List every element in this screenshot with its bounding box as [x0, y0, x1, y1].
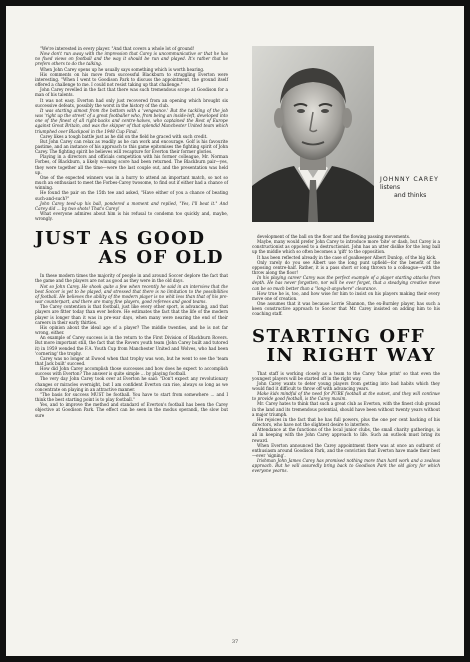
heading-line-1: STARTING OFF [252, 325, 426, 347]
body-paragraph: His opinion about the ideal age of a player? The middle twenties, and he is not far wrong, either. [35, 324, 228, 336]
body-paragraph: It was not easy. Everton had only just recovered from an opening which brought six successive defeats, possibly the worst in the history of the club. [35, 97, 228, 108]
right-column [252, 234, 440, 474]
right-top-paragraphs [252, 234, 440, 317]
body-paragraph: The very day John Carey took over at Everton he said: "Don't expect any revolutionary changes or miracles overnight, but I am confident Everton can rise, always so long as we concentrate on playing in an attractive manner. [35, 376, 228, 392]
body-paragraph: He found the pair on the 15th tee and asked, "Have either of you a chance of beating such-and-such?" [35, 190, 228, 201]
body-paragraph: One assumes that it was because Lorrie Shannon, the ex-Burnley player, has such a keen constructive approach to Soccer that Mr. Carey insisted on adding him to his coaching staff. [252, 301, 440, 317]
body-paragraph: In his playing career Carey was the perfect example of a player starting attacks from depth. He has never forgotten, nor will he ever forget, that a steadying creative move can be so much better than a "long-it-anywhere" clearance. [252, 275, 440, 291]
body-paragraph: "We're interested in every player. "And that covers a whole lot of ground! [40, 46, 195, 51]
body-paragraph: "The basis for success MUST be football. You have to start from somewhere ... and I think the best starting point is to play football." [35, 391, 228, 403]
body-paragraph: development of the ball on the floor and the flowing passing movements. [257, 234, 411, 239]
body-paragraph: Only rarely do you see Albert use the long punt upfield—for the benefit of the opposing centre-half. Rather, it is a pass short or long thrown to a colleague—with the throw along the floor! [252, 259, 440, 276]
body-paragraph: That staff is working closely as a team to the Carey 'blue print' so that even the youngest players will be started off in the right way. [252, 370, 440, 381]
body-paragraph: How true he is, too, and how wise for him to insist on his players making their every move one of creation. [252, 290, 440, 301]
body-paragraph: John Carey teed-up his ball, pondered a moment and replied, "Yes, I'll beat it." And Carey did ... by two shots! That's Carey! [35, 200, 228, 211]
body-paragraph: How did John Carey accomplish those successes and how does he expect to accomplish success with Everton? The answer is quite simple ... by playing football. [35, 366, 228, 377]
body-paragraph: Playing in a directors and officials competition with his former colleague, Mr. Norman Forbes, of Blackburn, a likely winning score had been returned. The Blackburn pair—yes, they were together all the time—were the last couple out, and the presentation was held up. [35, 154, 228, 175]
heading-line-2: IN RIGHT WAY [266, 344, 436, 366]
body-paragraph: It was starting almost from the bottom with a 'vengeance.' But the tackling of the job was 'right up the street' of a great footballer who, from being an inside-left, developed into one of the finest of all right-backs and centre-halves, who captained the Rest of Europe against Great Britain, and was the skipper of that splendid Manchester United team which triumphed over Blackpool in the 1948 Cup Final. [35, 107, 228, 134]
body-paragraph: It has been reflected already in the case of goalkeeper Albert Dunlop, of the big kick. [257, 254, 437, 260]
body-paragraph: Yes, and to improve the method and standard of Everton's football has been the Carey objective at Goodison Park. The effect can be seen in the modus operandi, the slow but sure [35, 402, 228, 418]
caption-action-2: and thinks [394, 192, 427, 199]
body-paragraph: Now don't run away with the impression that Carey is uncommunicative or that he has no fixed views on football and the way it should be run and played. It's rather that he prefers others to do the talking. [35, 51, 228, 67]
magazine-page [6, 6, 464, 656]
body-paragraph: When John Carey opens up he usually says something which is worth hearing. [40, 66, 205, 72]
body-paragraph: Irishman John James Carey has promised nothing more than hard work and a zealous approach. But he will assuredly bring back to Goodison Park the old glory for which everyone yearns. [252, 458, 440, 474]
body-paragraph: Maybe, many would prefer John Carey to introduce more 'bite' or dash, but Carey is a constructionist as opposed to a destructionist. John has an utter dislike for the long ball up the middle which so often becomes a 'gift' to the opposition. [252, 239, 440, 255]
portrait-photo [252, 46, 374, 222]
caption-name: JOHNNY CAREY [380, 176, 439, 183]
left-bottom-paragraphs [35, 273, 228, 417]
body-paragraph: Mr. Carey hates to think that such a great club as Everton, with the finest club ground in the land and its tremendous potential, should have been without twenty years without a major triumph. [252, 401, 440, 417]
body-paragraph: He rejoices in the fact that he has full powers, plus the one per cent backing of his directors, who have not the slightest desire to interfere. [252, 416, 440, 428]
portrait-block [252, 46, 440, 226]
body-paragraph: One of the expected winners was in a hurry to attend an important match, so not so much an enthusiast to meet the Forbes-Carey twosome, to find out if either had a chance of winning. [35, 174, 228, 191]
section-heading-starting-off [252, 327, 440, 365]
body-paragraph: An example of Carey success is in the return to the First Division of Blackburn Rovers. But more important still, the fact that the Rovers youth team (John Carey built and tutored it) in 1959 wended the F.A. Youth Cup from Manchester United and Wolves, who had been 'cornering' the trophy. [35, 335, 228, 356]
body-paragraph: The Carey contention is that football, just like every other sport, is advancing, and that players are fitter today than ever before. He estimates the fact that the life of the modern player is longer than it was in pre-war days, when many were nearing the end of their careers in their early thirties. [35, 304, 228, 325]
right-bottom-paragraphs [252, 371, 440, 474]
body-paragraph: When Everton announced the Carey appointment there was at once an outburst of enthusiasm around Goodison Park, and the conviction that Everton have made their best—ever 'signing'. [252, 442, 440, 458]
heading-line-1: JUST AS GOOD [35, 228, 206, 250]
body-paragraph: Carey was no longer at Ewood when that trophy was won, but he went to see the 'team that Jack built' succeed. [35, 355, 228, 366]
body-paragraph: But John Carey can relax as readily as he can work and encourage. Golf is his favourite pastime, and an instance of his approach to this game epitomises the fighting spirit of John Carey. The fighting spirit he believes will recapture for Everton their former glories. [35, 138, 228, 155]
body-paragraph: What everyone admires about him is his refusal to condemn too quickly and, maybe, wrongly. [35, 211, 228, 222]
heading-line-2: AS OF OLD [98, 247, 224, 269]
body-paragraph: John Carey wants to deter young players from getting into bad habits which they would find it difficult to throw off with advancing years. [252, 380, 440, 391]
body-paragraph: John Carey revelled in the fact that there was such tremendous scope at Goodison for a man of his talents. [35, 87, 228, 98]
caption-action: listens [380, 184, 401, 191]
body-paragraph: In these modern times the majority of people in and around Soccer deplore the fact that the game and the players are not as good as they were in the old days. [35, 273, 228, 284]
body-paragraph: His comments on his move from successful Blackburn to struggling Everton were interesting. "When I went to Goodison Park to discuss the appointment, the ground itself offered a challenge to me. I could not resist taking up that challenge." [35, 71, 228, 88]
photo-caption [380, 176, 442, 200]
page-number: 37 [231, 639, 239, 645]
body-paragraph: Make kids mindful of the need for PURE football at the outset, and they will continue to provide good football, is the Carey maxim. [252, 391, 440, 402]
body-paragraph: Attendance at the functions of the local junior clubs, the small charity gatherings, is all in keeping with the John Carey approach to life. Such an outlook must bring its reward. [252, 427, 440, 443]
left-top-paragraphs [35, 46, 228, 221]
left-column [35, 46, 228, 418]
body-paragraph: Not so John Carey. He shook quite a few when recently he said in an interview that the best Soccer is yet to be played, and stressed that there is no limitation to the possibilities of football. He believes the ability of the modern player is no whit less than that of his pre-war counterpart, and there are many fine players, good referees and good teams. [35, 283, 228, 305]
section-heading-just-as-good [35, 229, 228, 267]
body-paragraph: Carey likes a tough battle just as he did on the field he graced with such credit. [40, 133, 208, 139]
